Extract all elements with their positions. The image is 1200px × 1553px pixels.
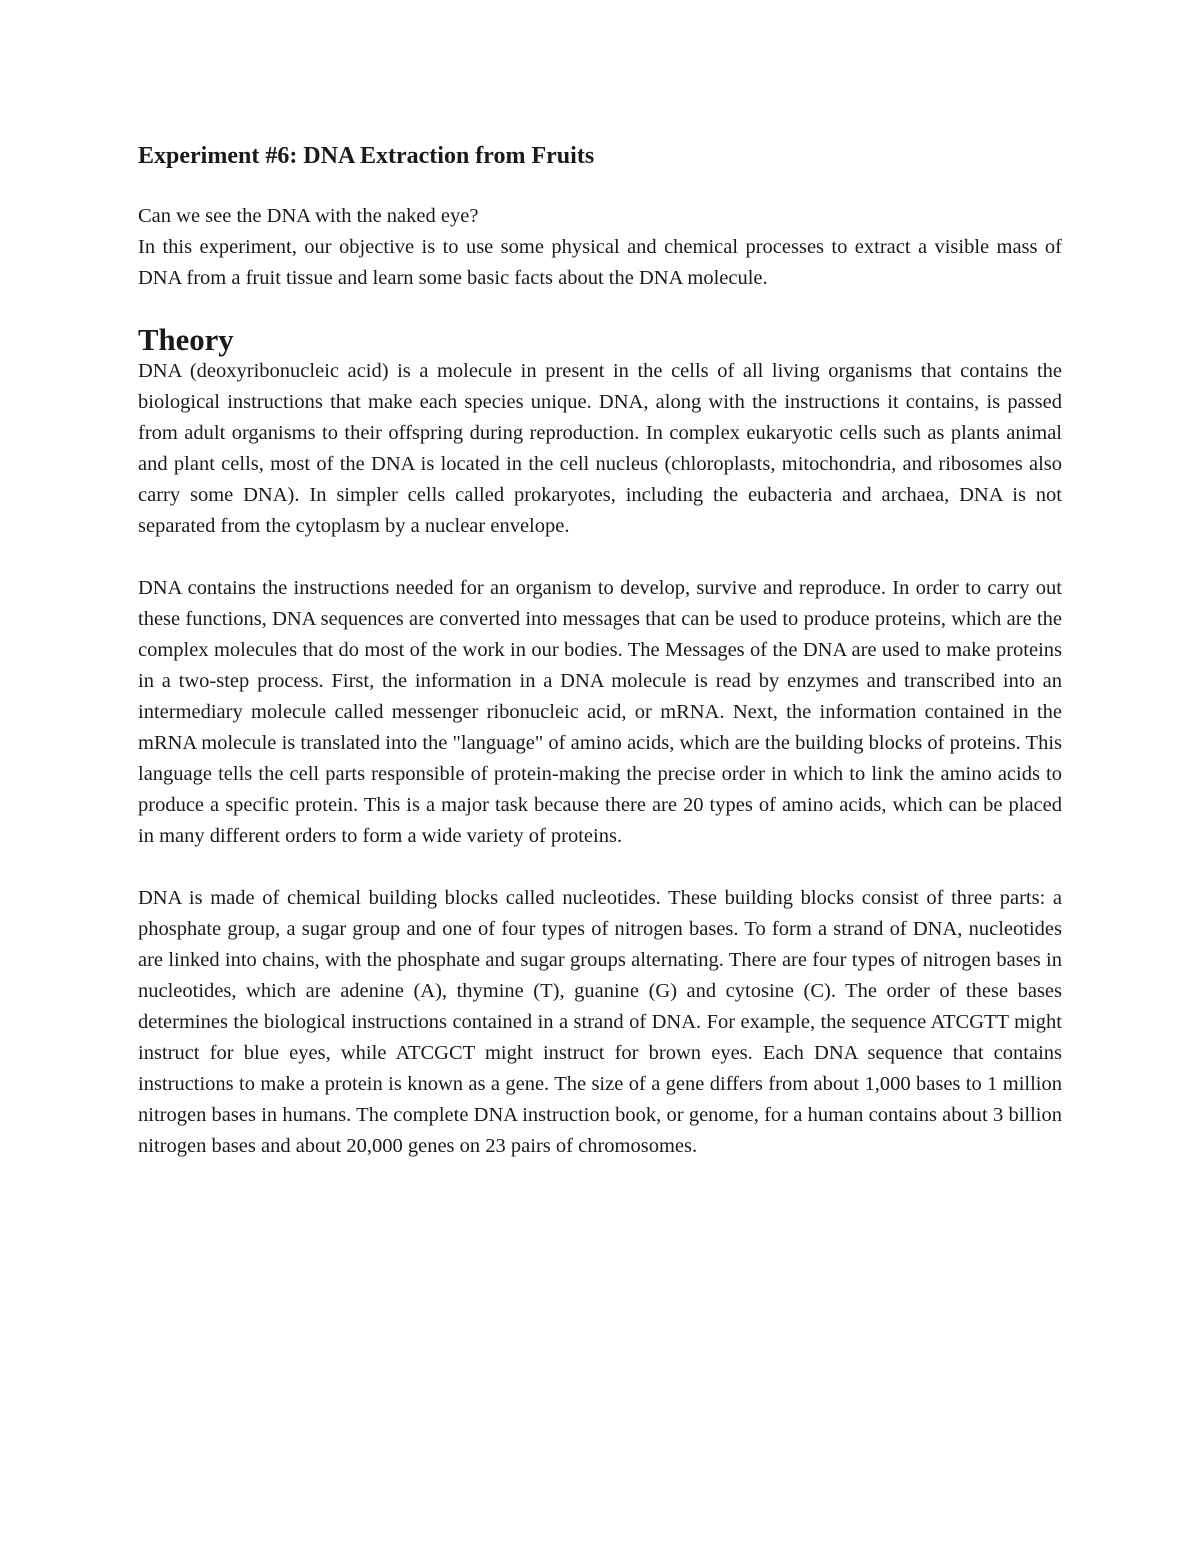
document-title: Experiment #6: DNA Extraction from Fruits — [138, 143, 595, 169]
paragraph-spacer — [138, 294, 1062, 325]
theory-paragraph-1: DNA (deoxyribonucleic acid) is a molecule in present in the cells of all living organisms that contains the biological instructions that make each species unique. DNA, along with the instructions it contains, is passed from adult organisms to their offspring during reproduction. In complex eukaryotic cells such as plants animal and plant cells, most of the DNA is located in the cell nucleus (chloroplasts, mitochondria, and ribosomes also carry some DNA). In simpler cells called prokaryotes, including the eubacteria and archaea, DNA is not separated from the cytoplasm by a nuclear envelope. — [138, 360, 1062, 537]
theory-paragraph-2: DNA contains the instructions needed for an organism to develop, survive and reproduce. In order to carry out these functions, DNA sequences are converted into messages that can be used to produce proteins, which are the complex molecules that do most of the work in our bodies. The Messages of the DNA are used to make proteins in a two-step process. First, the information in a DNA molecule is read by enzymes and transcribed into an intermediary molecule called messenger ribonucleic acid, or mRNA. Next, the information contained in the mRNA molecule is translated into the "language" of amino acids, which are the building blocks of proteins. This language tells the cell parts responsible of protein-making the precise order in which to link the amino acids to produce a specific protein. This is a major task because there are 20 types of amino acids, which can be placed in many different orders to form a wide variety of proteins. — [138, 577, 1062, 847]
paragraph-spacer — [138, 542, 1062, 573]
theory-paragraph-3: DNA is made of chemical building blocks called nucleotides. These building blocks consist of three parts: a phosphate group, a sugar group and one of four types of nitrogen bases. To form a strand of DNA, nucleotides are linked into chains, with the phosphate and sugar groups alternating. There are four types of nitrogen bases in nucleotides, which are adenine (A), thymine (T), guanine (G) and cytosine (C). The order of these bases determines the biological instructions contained in a strand of DNA. For example, the sequence ATCGTT might instruct for blue eyes, while ATCGCT might instruct for brown eyes. Each DNA sequence that contains instructions to make a protein is known as a gene. The size of a gene differs from about 1,000 bases to 1 million nitrogen bases in humans. The complete DNA instruction book, or genome, for a human contains about 3 billion nitrogen bases and about 20,000 genes on 23 pairs of chromosomes. — [138, 887, 1062, 1157]
theory-heading: Theory — [138, 323, 234, 357]
intro-objective: In this experiment, our objective is to use some physical and chemical processes to extract a visible mass of DNA from a fruit tissue and learn some basic facts about the DNA molecule. — [138, 236, 1062, 289]
document-page — [138, 140, 1062, 1162]
paragraph-spacer — [138, 852, 1062, 883]
intro-question: Can we see the DNA with the naked eye? — [138, 205, 479, 227]
